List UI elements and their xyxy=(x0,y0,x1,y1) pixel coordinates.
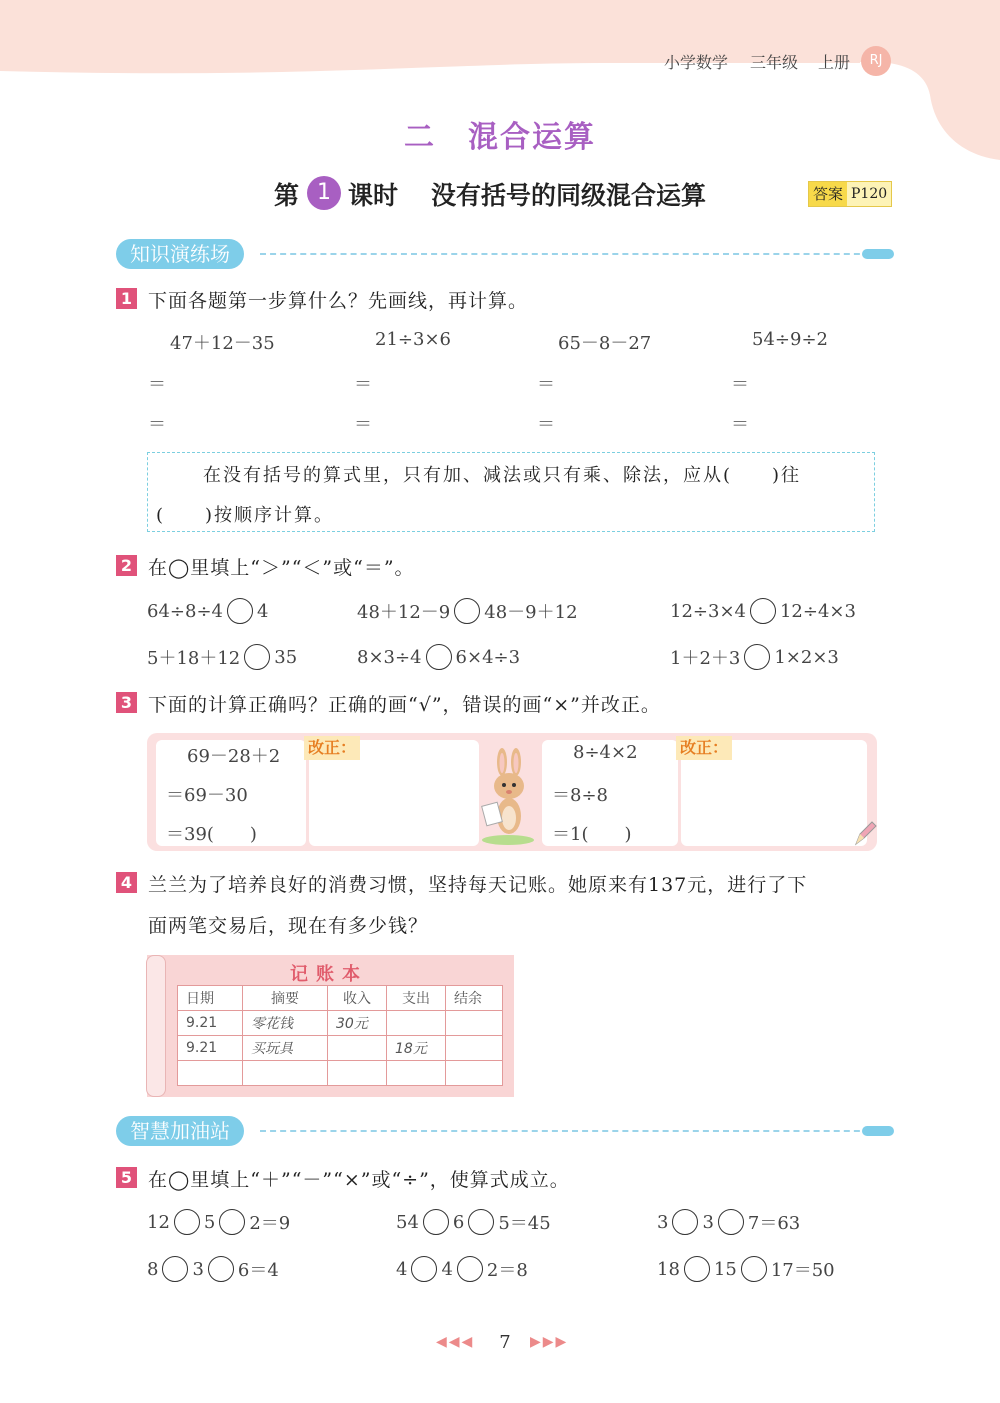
operator-circle[interactable] xyxy=(174,1209,200,1235)
page-number: 7 xyxy=(499,1332,511,1353)
ledger-header: 收入 xyxy=(328,986,387,1011)
ledger-cell xyxy=(387,1011,446,1036)
ledger-scroll xyxy=(146,955,166,1097)
pencil-icon xyxy=(862,249,894,259)
answer-circle[interactable] xyxy=(454,598,480,624)
work-line: ＝8÷8 xyxy=(552,785,608,806)
work-line: ＝69－30 xyxy=(166,785,248,806)
question-3-number: 3 xyxy=(116,692,137,713)
footer-right-arrows-icon: ▶▶▶ xyxy=(530,1334,569,1350)
expression-4: 54÷9÷2 xyxy=(752,329,828,350)
operator-circle[interactable] xyxy=(162,1256,188,1282)
ledger-header: 摘要 xyxy=(243,986,328,1011)
compare-item: 12÷3×4 12÷4×3 xyxy=(670,598,856,624)
operator-circle[interactable] xyxy=(684,1256,710,1282)
ledger-balance-cell[interactable] xyxy=(446,1036,503,1061)
ledger-cell: 零花钱 xyxy=(243,1011,328,1036)
question-5-number: 5 xyxy=(116,1167,137,1188)
work-line[interactable]: ＝39( ) xyxy=(166,824,257,845)
rule-text-line-1[interactable]: 在没有括号的算式里，只有加、减法或只有乘、除法，应从( )往 xyxy=(203,465,802,486)
question-2-number: 2 xyxy=(116,555,137,576)
question-5-text: 在◯里填上“＋”“－”“×”或“÷”，使算式成立。 xyxy=(148,1169,570,1191)
lesson-suffix: 课时 xyxy=(348,181,399,210)
question-4-number: 4 xyxy=(116,872,137,893)
work-line: 8÷4×2 xyxy=(573,742,638,763)
lesson-number-badge: 1 xyxy=(307,176,341,210)
answer-circle[interactable] xyxy=(750,598,776,624)
section-practice-tag: 知识演练场 xyxy=(116,239,244,269)
section-divider xyxy=(260,253,880,255)
question-4-text-line-1: 兰兰为了培养良好的消费习惯，坚持每天记账。她原来有137元，进行了下 xyxy=(148,874,808,896)
equals-line[interactable]: ＝ xyxy=(537,414,555,435)
answer-circle[interactable] xyxy=(227,598,253,624)
ledger-cell: 9.21 xyxy=(178,1036,243,1061)
operator-equation: 54 6 5＝45 xyxy=(396,1209,551,1235)
answer-circle[interactable] xyxy=(244,644,270,670)
operator-equation: 12 5 2＝9 xyxy=(147,1209,290,1235)
operator-circle[interactable] xyxy=(219,1209,245,1235)
section-wisdom-tag: 智慧加油站 xyxy=(116,1116,244,1146)
equals-line[interactable]: ＝ xyxy=(148,414,166,435)
answer-circle[interactable] xyxy=(426,644,452,670)
operator-circle[interactable] xyxy=(457,1256,483,1282)
ledger-cell: 18元 xyxy=(387,1036,446,1061)
operator-circle[interactable] xyxy=(741,1256,767,1282)
answer-reference xyxy=(808,181,892,207)
ledger-cell xyxy=(446,1061,503,1086)
question-1-text: 下面各题第一步算什么？先画线，再计算。 xyxy=(148,290,529,312)
header-subject: 小学数学 xyxy=(664,53,729,72)
correction-label-right: 改正： xyxy=(676,736,732,760)
header-grade: 三年级 xyxy=(750,53,799,72)
footer-left-arrows-icon: ◀◀◀ xyxy=(436,1334,475,1350)
ledger-cell xyxy=(243,1061,328,1086)
rule-text-line-2[interactable]: ( )按顺序计算。 xyxy=(156,505,335,526)
operator-equation: 3 3 7＝63 xyxy=(657,1209,800,1235)
ledger-header: 支出 xyxy=(387,986,446,1011)
ledger-cell xyxy=(328,1061,387,1086)
expression-2: 21÷3×6 xyxy=(375,329,451,350)
answer-circle[interactable] xyxy=(744,644,770,670)
equals-line[interactable]: ＝ xyxy=(731,374,749,395)
work-line: 69－28＋2 xyxy=(187,746,281,767)
operator-circle[interactable] xyxy=(468,1209,494,1235)
rabbit-illustration xyxy=(476,748,540,846)
ledger-header: 结余 xyxy=(446,986,503,1011)
equals-line[interactable]: ＝ xyxy=(148,374,166,395)
ledger-cell: 30元 xyxy=(328,1011,387,1036)
equals-line[interactable]: ＝ xyxy=(354,414,372,435)
question-4-text-line-2: 面两笔交易后，现在有多少钱？ xyxy=(148,915,429,937)
correction-label-left: 改正： xyxy=(304,736,360,760)
ledger-cell xyxy=(178,1061,243,1086)
question-1-number: 1 xyxy=(116,288,137,309)
lesson-prefix: 第 xyxy=(274,181,300,210)
expression-1: 47＋12－35 xyxy=(170,333,275,354)
work-line[interactable]: ＝1( ) xyxy=(552,824,632,845)
header-volume: 上册 xyxy=(818,53,851,72)
answer-page: P120 xyxy=(851,186,888,202)
compare-item: 1＋2＋3 1×2×3 xyxy=(670,644,839,670)
operator-equation: 18 15 17＝50 xyxy=(657,1256,835,1282)
operator-circle[interactable] xyxy=(208,1256,234,1282)
operator-circle[interactable] xyxy=(411,1256,437,1282)
equals-line[interactable]: ＝ xyxy=(354,374,372,395)
section-divider xyxy=(260,1130,880,1132)
ledger-cell: 买玩具 xyxy=(243,1036,328,1061)
operator-circle[interactable] xyxy=(423,1209,449,1235)
question-2-text: 在◯里填上“＞”“＜”或“＝”。 xyxy=(148,557,415,579)
operator-circle[interactable] xyxy=(718,1209,744,1235)
ledger-title: 记账本 xyxy=(290,964,368,985)
answer-label: 答案 xyxy=(809,182,847,206)
lesson-title: 没有括号的同级混合运算 xyxy=(431,181,707,210)
table-row xyxy=(178,1036,503,1061)
pencil-icon xyxy=(862,1126,894,1136)
ledger-cell xyxy=(387,1061,446,1086)
equals-line[interactable]: ＝ xyxy=(731,414,749,435)
unit-title: 二 混合运算 xyxy=(404,120,596,155)
compare-item: 8×3÷4 6×4÷3 xyxy=(357,644,520,670)
ledger-cell: 9.21 xyxy=(178,1011,243,1036)
question-3-text: 下面的计算正确吗？正确的画“√”，错误的画“×”并改正。 xyxy=(148,694,661,716)
table-row xyxy=(178,1061,503,1086)
ledger-header: 日期 xyxy=(178,986,243,1011)
ledger-balance-cell[interactable] xyxy=(446,1011,503,1036)
operator-equation: 4 4 2＝8 xyxy=(396,1256,528,1282)
operator-equation: 8 3 6＝4 xyxy=(147,1256,279,1282)
compare-item: 5＋18＋12 35 xyxy=(147,644,297,670)
expression-3: 65－8－27 xyxy=(558,333,652,354)
pencil-icon xyxy=(852,818,878,848)
edition-badge: RJ xyxy=(861,46,891,76)
ledger-cell xyxy=(328,1036,387,1061)
operator-circle[interactable] xyxy=(672,1209,698,1235)
compare-item: 64÷8÷4 4 xyxy=(147,598,268,624)
table-row xyxy=(178,1011,503,1036)
equals-line[interactable]: ＝ xyxy=(537,374,555,395)
ledger-table xyxy=(177,985,503,1086)
compare-item: 48＋12－9 48－9＋12 xyxy=(357,598,578,624)
